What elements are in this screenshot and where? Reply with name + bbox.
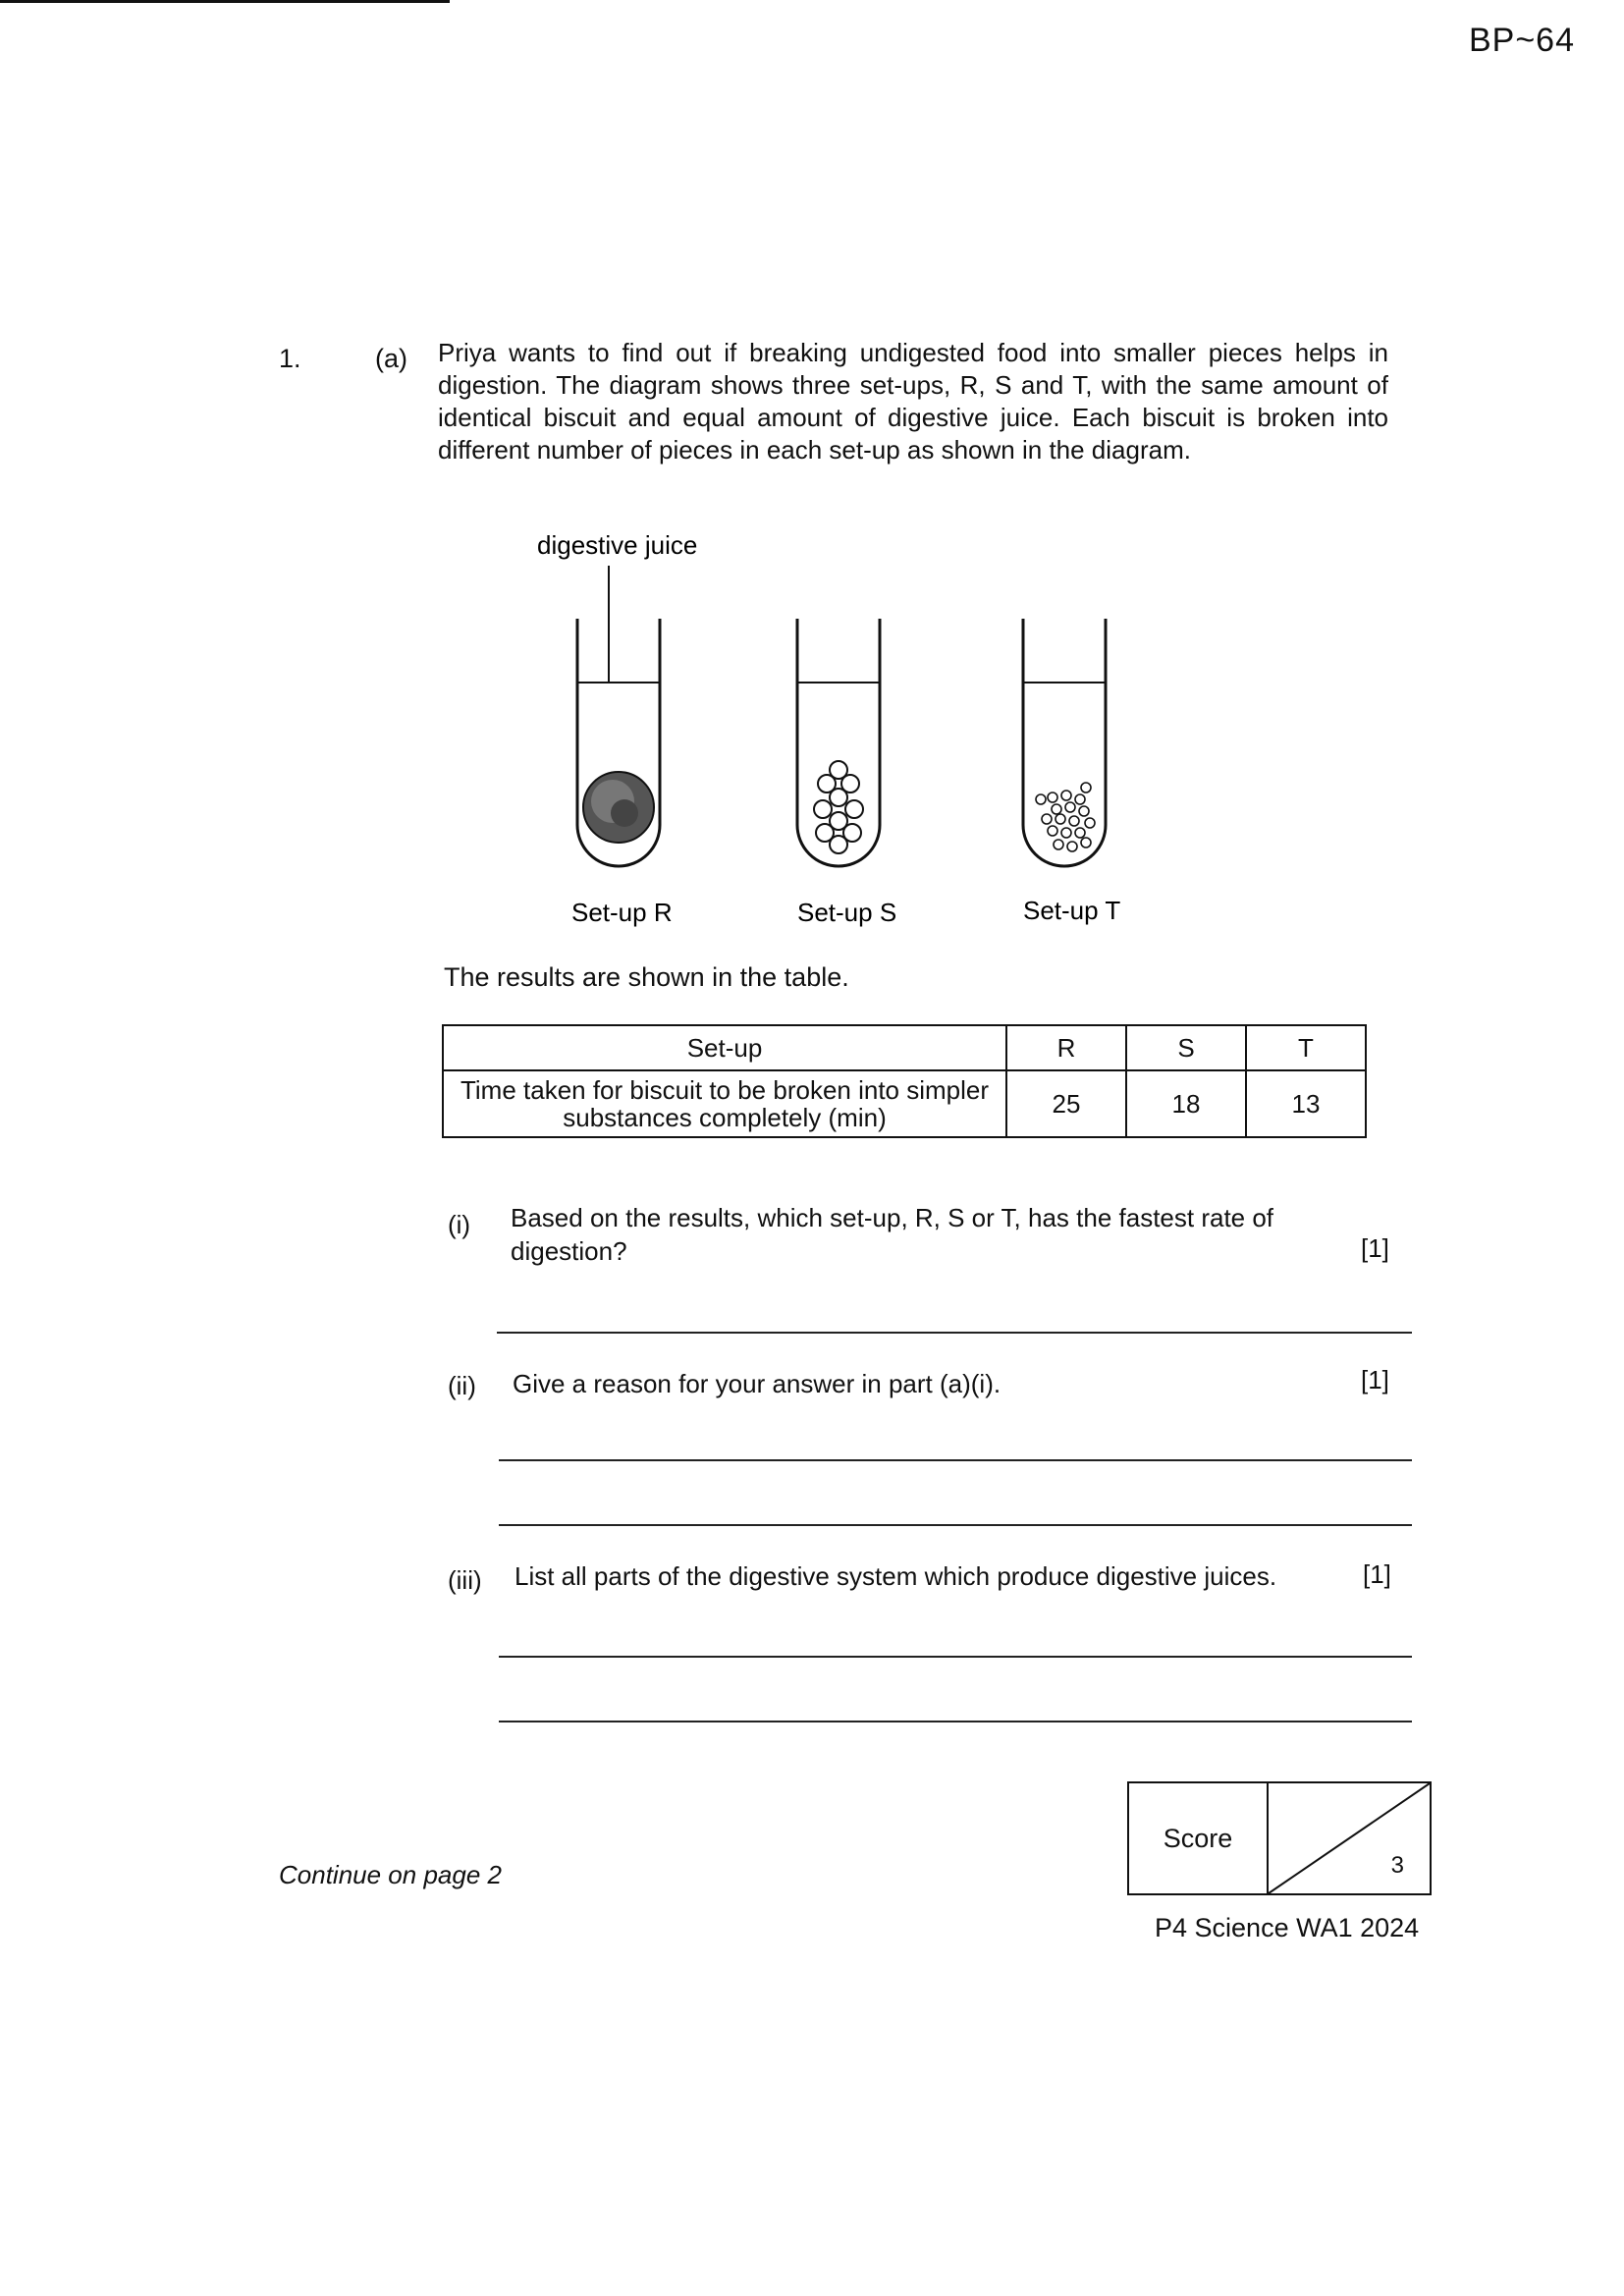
marks-label: [1] [1363,1559,1391,1589]
table-header-cell: S [1126,1025,1246,1070]
answer-line[interactable] [499,1656,1412,1658]
setup-s-label: Set-up S [797,898,897,927]
results-table [442,1024,1367,1138]
results-intro: The results are shown in the table. [444,962,849,992]
subquestion-text: Based on the results, which set-up, R, S or T, has the fastest rate of digestion? [511,1203,1274,1266]
marks-label: [1] [1361,1365,1389,1394]
table-header-cell: Set-up [443,1025,1006,1070]
marks-label: [1] [1361,1233,1389,1263]
test-tube-t [1023,619,1106,866]
setup-r-label: Set-up R [571,898,673,927]
test-tube-s [797,619,880,866]
score-label: Score [1129,1783,1269,1893]
table-row [443,1070,1366,1137]
table-header-cell: T [1246,1025,1366,1070]
subquestion-number: (ii) [448,1371,476,1400]
answer-line[interactable] [497,1332,1412,1334]
table-row-label: Time taken for biscuit to be broken into simpler substances completely (min) [443,1070,1006,1137]
top-rule [0,0,450,3]
question-number: 1. [279,344,301,373]
digestive-juice-label: digestive juice [537,530,698,560]
subquestion-text: Give a reason for your answer in part (a)(i). [513,1369,1001,1398]
page-code: BP~64 [1468,22,1575,59]
score-box [1127,1781,1432,1895]
subquestion-number: (i) [448,1210,471,1239]
biscuit-pieces-t [1036,783,1095,851]
answer-line[interactable] [499,1459,1412,1461]
setup-t-label: Set-up T [1023,896,1121,925]
answer-line[interactable] [499,1721,1412,1722]
question-intro: Priya wants to find out if breaking undigested food into smaller pieces helps in digestion. The diagram shows three set-ups, R, S and T, with the same amount of identical biscuit and equal amount of digestive juice. Each biscuit is broken into different number of pieces in each set-up as shown in the diagram. [438,338,1388,465]
subquestion-number: (iii) [448,1565,482,1595]
biscuit-pieces-s [814,761,863,853]
table-cell: 18 [1126,1070,1246,1137]
question-part: (a) [375,344,407,373]
table-header-row [443,1025,1366,1070]
table-header-cell: R [1006,1025,1126,1070]
score-diagonal [1269,1783,1430,1893]
score-total: 3 [1390,1852,1404,1879]
table-cell: 25 [1006,1070,1126,1137]
table-cell: 13 [1246,1070,1366,1137]
continue-note: Continue on page 2 [279,1860,502,1889]
test-tube-diagram [511,520,1178,953]
test-tube-r [577,619,660,866]
answer-line[interactable] [499,1524,1412,1526]
score-entry[interactable] [1269,1783,1430,1893]
paper-footer: P4 Science WA1 2024 [1155,1913,1420,1942]
subquestion-text: List all parts of the digestive system which produce digestive juices. [514,1561,1277,1591]
